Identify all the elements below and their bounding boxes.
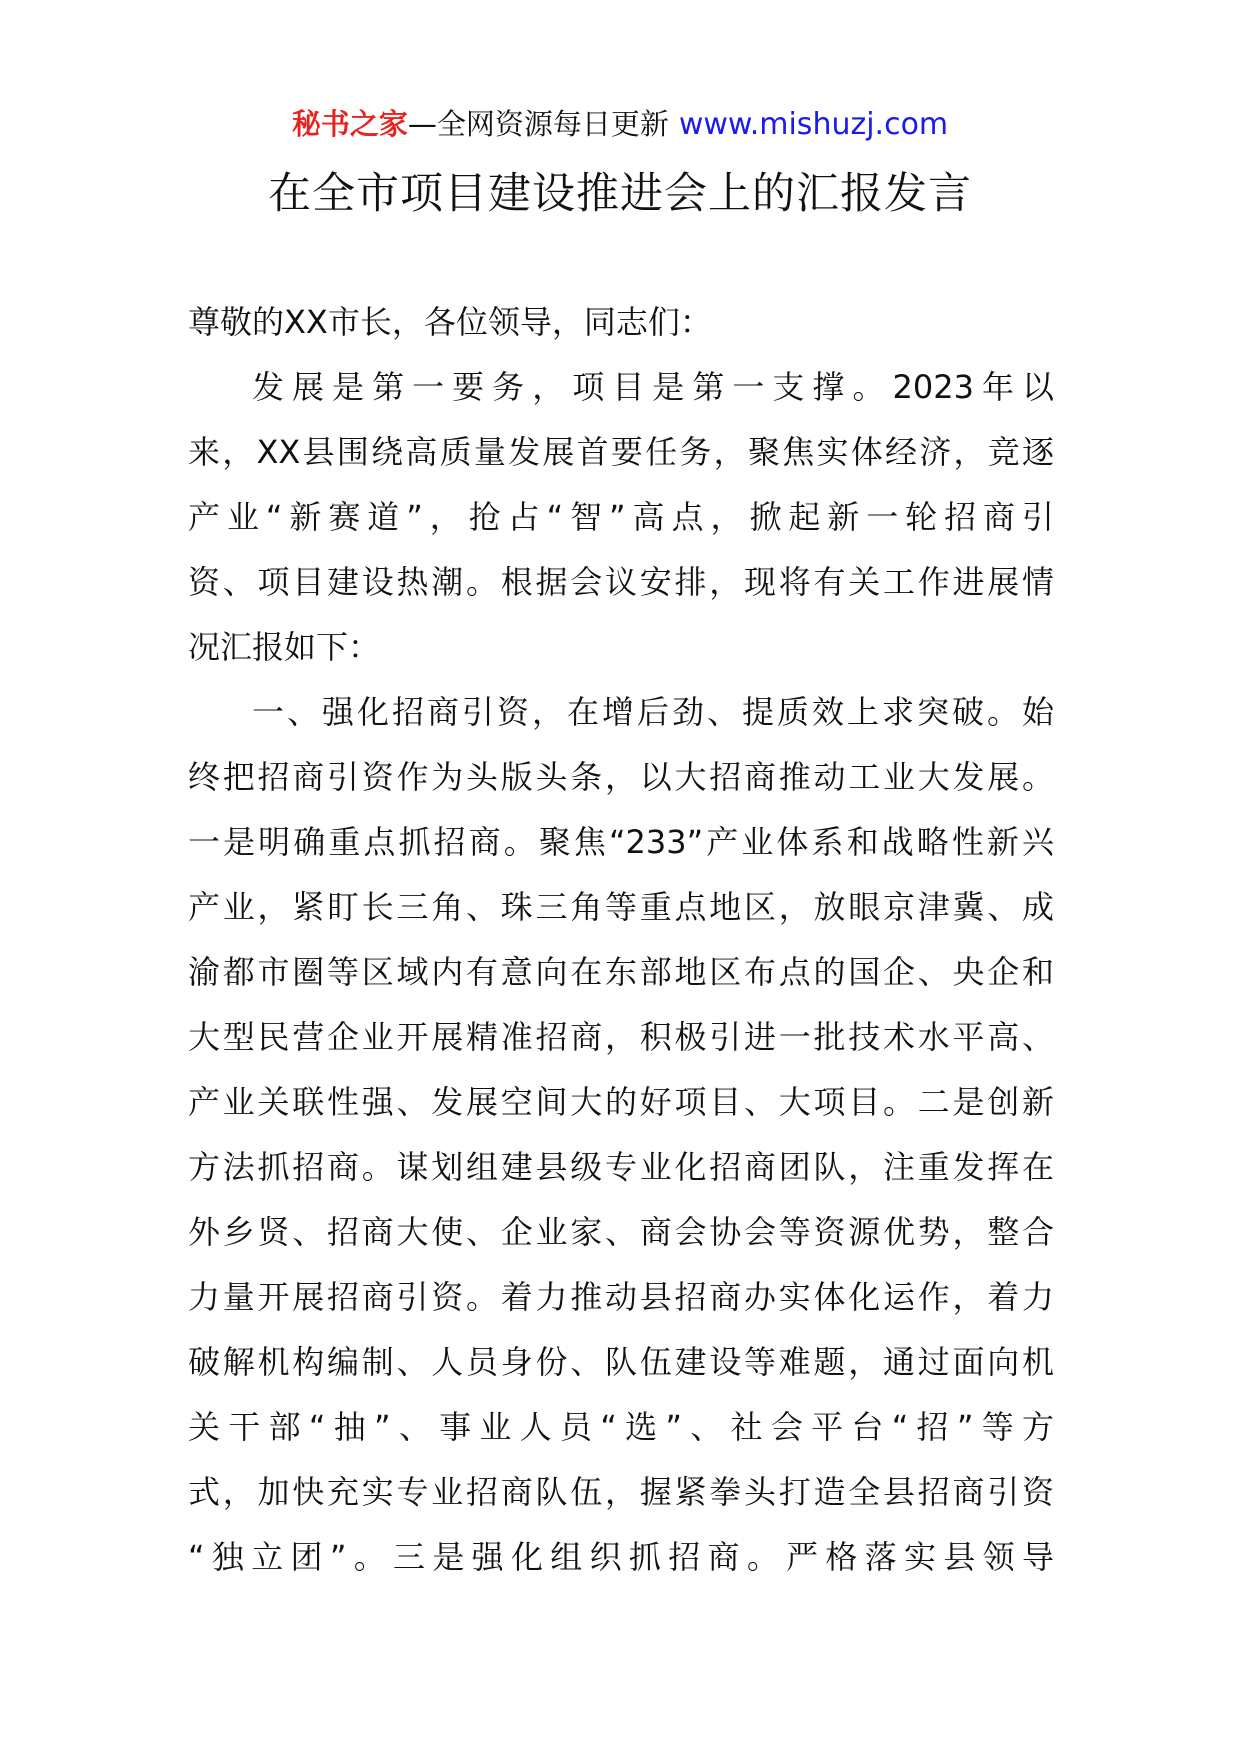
paragraph-line: 大型民营企业开展精准招商，积极引进一批技术水平高、 — [188, 1018, 1054, 1056]
brand-name: 秘书之家 — [291, 107, 408, 141]
paragraph-line: 破解机构编制、人员身份、队伍建设等难题，通过面向机 — [188, 1343, 1054, 1381]
paragraph-line: “独立团”。三是强化组织抓招商。严格落实县领导 — [188, 1538, 1054, 1576]
paragraph-line: 况汇报如下： — [188, 628, 381, 666]
header-tagline: —全网资源每日更新 — [407, 107, 669, 141]
site-url-link[interactable]: www.mishuzj.com — [678, 107, 949, 142]
paragraph-line: 资、项目建设热潮。根据会议安排，现将有关工作进展情 — [188, 563, 1054, 601]
paragraph-line: 一、强化招商引资，在增后劲、提质效上求突破。始 — [252, 693, 1054, 731]
salutation-line: 尊敬的XX市长，各位领导，同志们： — [188, 303, 712, 341]
paragraph-line: 式，加快充实专业招商队伍，握紧拳头打造全县招商引资 — [188, 1473, 1054, 1511]
paragraph-line: 来，XX县围绕高质量发展首要任务，聚焦实体经济，竞逐 — [188, 433, 1054, 471]
paragraph-line: 产业“新赛道”，抢占“智”高点，掀起新一轮招商引 — [188, 498, 1054, 536]
site-header — [0, 102, 1240, 147]
paragraph-line: 力量开展招商引资。着力推动县招商办实体化运作，着力 — [188, 1278, 1054, 1316]
paragraph-line: 关干部“抽”、事业人员“选”、社会平台“招”等方 — [188, 1408, 1054, 1446]
paragraph-line: 外乡贤、招商大使、企业家、商会协会等资源优势，整合 — [188, 1213, 1054, 1251]
paragraph-line: 渝都市圈等区域内有意向在东部地区布点的国企、央企和 — [188, 953, 1054, 991]
paragraph-line: 方法抓招商。谋划组建县级专业化招商团队，注重发挥在 — [188, 1148, 1054, 1186]
paragraph-line: 产业关联性强、发展空间大的好项目、大项目。二是创新 — [188, 1083, 1054, 1121]
document-body — [188, 290, 1054, 1590]
paragraph-line: 一是明确重点抓招商。聚焦“233”产业体系和战略性新兴 — [188, 823, 1054, 861]
paragraph-line: 终把招商引资作为头版头条，以大招商推动工业大发展。 — [188, 758, 1054, 796]
paragraph-line: 产业，紧盯长三角、珠三角等重点地区，放眼京津冀、成 — [188, 888, 1054, 926]
document-title: 在全市项目建设推进会上的汇报发言 — [268, 169, 972, 219]
paragraph-line: 发展是第一要务，项目是第一支撑。2023年以 — [252, 368, 1054, 406]
